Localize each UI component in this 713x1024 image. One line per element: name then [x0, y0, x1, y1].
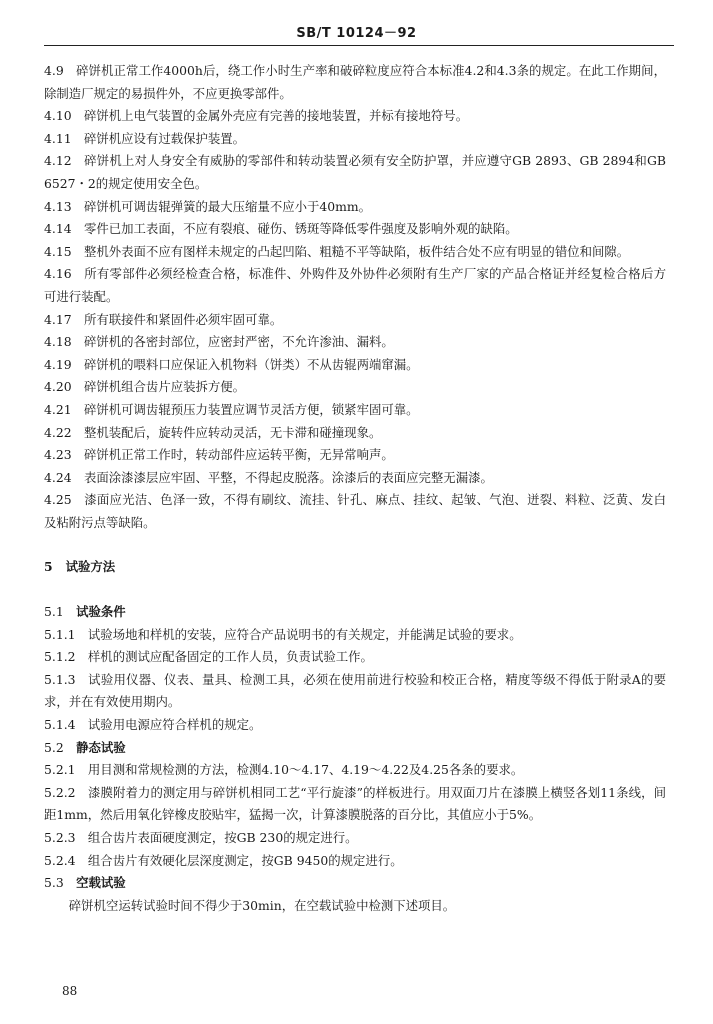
clause-text: 试验用电源应符合样机的规定。 — [87, 717, 262, 733]
clause-number: 5.1.2 — [44, 649, 76, 665]
clause-text: 整机外表面不应有图样未规定的凸起凹陷、粗糙不平等缺陷，板件结合处不应有明显的错位和间隙。 — [83, 243, 630, 259]
clause-number: 5.2.2 — [44, 784, 76, 800]
clause-number: 5.1.3 — [44, 671, 76, 687]
clause-text: 碎饼机正常工作4000h后，绕工作小时生产率和破碎粒度应符合本标准4.2和4.3条的规定。在此工作期间，除制造厂规定的易损件外，不应更换零部件。 — [44, 63, 666, 101]
clause-paragraph — [44, 376, 666, 399]
clause-number: 4.21 — [44, 401, 72, 417]
clause-text: 组合齿片有效硬化层深度测定，按GB 9450的规定进行。 — [87, 852, 403, 868]
clause-paragraph — [44, 309, 666, 332]
clause-list — [44, 60, 666, 534]
clause-paragraph — [44, 601, 666, 624]
clause-text: 碎饼机的各密封部位，应密封严密，不允许渗油、漏料。 — [83, 334, 394, 350]
page-number: 88 — [62, 984, 78, 998]
clause-number: 5.3 — [44, 875, 64, 891]
subsection-title: 静态试验 — [76, 739, 126, 755]
clause-paragraph — [44, 263, 666, 308]
clause-number: 4.24 — [44, 469, 72, 485]
clause-text: 用目测和常规检测的方法，检测4.10～4.17、4.19～4.22及4.25各条的要求。 — [87, 762, 524, 778]
clause-paragraph — [44, 331, 666, 354]
document-body — [44, 60, 666, 917]
clause-text: 碎饼机上对人身安全有威胁的零部件和转动装置必须有安全防护罩，并应遵守GB 2893、GB 2894和GB 6527・2的规定使用安全色。 — [44, 153, 666, 191]
clause-text: 碎饼机的喂料口应保证入机物料（饼类）不从齿辊两端窜漏。 — [83, 356, 419, 372]
standard-code-header: SB/T 10124－92 — [296, 26, 417, 41]
clause-paragraph — [44, 669, 666, 714]
clause-paragraph — [44, 782, 666, 827]
clause-number: 4.16 — [44, 266, 72, 282]
clause-number: 5.2.1 — [44, 762, 76, 778]
section-gap — [44, 534, 666, 556]
clause-number: 4.18 — [44, 334, 72, 350]
clause-text: 碎饼机可调齿辊预压力装置应调节灵活方便，锁紧牢固可靠。 — [83, 401, 419, 417]
clause-paragraph — [44, 218, 666, 241]
clause-paragraph — [44, 150, 666, 195]
clause-paragraph — [44, 827, 666, 850]
clause-paragraph — [44, 444, 666, 467]
clause-paragraph — [44, 241, 666, 264]
section-gap — [44, 579, 666, 601]
clause-text: 零件已加工表面，不应有裂痕、碰伤、锈斑等降低零件强度及影响外观的缺陷。 — [83, 221, 518, 237]
clause-paragraph — [44, 737, 666, 760]
clause-number: 5.1.1 — [44, 626, 76, 642]
clause-number: 4.15 — [44, 243, 72, 259]
header-rule — [44, 45, 674, 46]
clause-number: 4.17 — [44, 311, 72, 327]
clause-text: 漆面应光洁、色泽一致，不得有刷纹、流挂、针孔、麻点、挂纹、起皱、气泡、迸裂、料粒、泛黄、发白及粘附污点等缺陷。 — [44, 492, 666, 530]
section-number: 5 — [44, 559, 53, 575]
clause-paragraph — [44, 128, 666, 151]
clause-paragraph — [44, 624, 666, 647]
clause-text: 碎饼机正常工作时，转动部件应运转平衡，无异常响声。 — [83, 447, 394, 463]
section-5-heading — [44, 556, 666, 579]
clause-text: 试验场地和样机的安装，应符合产品说明书的有关规定，并能满足试验的要求。 — [87, 626, 522, 642]
clause-text: 试验用仪器、仪表、量具、检测工具，必须在使用前进行校验和校正合格，精度等级不得低于附录A的要求，并在有效使用期内。 — [44, 671, 666, 710]
clause-text: 表面涂漆漆层应牢固、平整，不得起皮脱落。涂漆后的表面应完整无漏漆。 — [83, 469, 493, 485]
subsection-title: 试验条件 — [76, 604, 126, 620]
clause-number: 5.2.4 — [44, 852, 76, 868]
clause-text: 所有零部件必须经检查合格，标准件、外购件及外协件必须附有生产厂家的产品合格证并经复检合格后方可进行装配。 — [44, 266, 666, 304]
clause-paragraph — [44, 646, 666, 669]
clause-number: 4.22 — [44, 424, 72, 440]
clause-text: 碎饼机应设有过载保护装置。 — [83, 130, 246, 146]
subsection-title: 空载试验 — [76, 875, 126, 891]
clause-paragraph — [44, 399, 666, 422]
clause-number: 4.20 — [44, 379, 72, 395]
clause-number: 4.11 — [44, 130, 72, 146]
clause-paragraph — [44, 489, 666, 534]
section-title: 试验方法 — [65, 559, 116, 575]
clause-number: 5.2.3 — [44, 830, 76, 845]
clause-text: 碎饼机组合齿片应装拆方便。 — [83, 379, 246, 395]
clause-number: 4.14 — [44, 221, 72, 237]
clause-paragraph — [44, 714, 666, 737]
clause-paragraph — [44, 196, 666, 219]
clause-number: 4.10 — [44, 108, 72, 124]
clause-paragraph — [44, 759, 666, 782]
clause-number: 4.19 — [44, 356, 72, 372]
clause-text: 碎饼机可调齿辊弹簧的最大压缩量不应小于40mm。 — [83, 198, 372, 214]
clause-number: 4.12 — [44, 153, 72, 169]
clause-text: 整机装配后，旋转件应转动灵活，无卡滞和碰撞现象。 — [83, 424, 382, 440]
clause-paragraph — [44, 354, 666, 377]
clause-paragraph — [44, 105, 666, 128]
clause-number: 4.25 — [44, 492, 72, 508]
clause-number: 4.13 — [44, 198, 72, 214]
clause-number: 4.9 — [44, 63, 64, 78]
clause-number: 5.1.4 — [44, 717, 76, 733]
clause-paragraph — [44, 872, 666, 895]
clause-text: 碎饼机上电气装置的金属外壳应有完善的接地装置，并标有接地符号。 — [83, 108, 469, 124]
clause-text: 所有联接件和紧固件必须牢固可靠。 — [83, 311, 283, 327]
section-5-items — [44, 601, 666, 895]
clause-text: 漆膜附着力的测定用与碎饼机相同工艺“平行旋漆”的样板进行。用双面刀片在漆膜上横竖各划11条线，间距1mm，然后用氧化锌橡皮胶贴牢，猛揭一次，计算漆膜脱落的百分比，其值应小于5%。 — [44, 784, 666, 823]
clause-text: 样机的测试应配备固定的工作人员，负责试验工作。 — [87, 649, 373, 665]
clause-paragraph — [44, 850, 666, 873]
clause-number: 5.1 — [44, 604, 64, 620]
clause-number: 5.2 — [44, 739, 64, 755]
trailing-paragraph: 碎饼机空运转试验时间不得少于30min，在空载试验中检测下述项目。 — [68, 897, 456, 913]
clause-text: 组合齿片表面硬度测定，按GB 230的规定进行。 — [87, 830, 358, 845]
clause-paragraph — [44, 60, 666, 105]
clause-number: 4.23 — [44, 447, 72, 463]
clause-paragraph — [44, 422, 666, 445]
clause-paragraph — [44, 467, 666, 490]
